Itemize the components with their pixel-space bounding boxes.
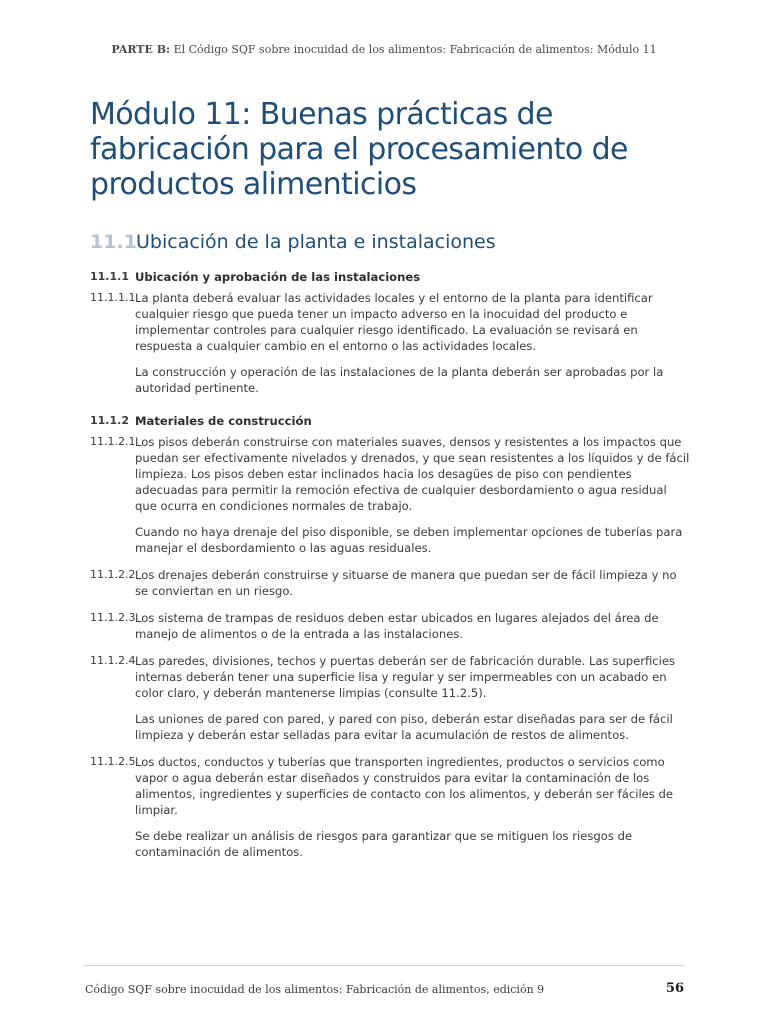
module-title: Módulo 11: Buenas prácticas de fabricación para el procesamiento de productos alimenticios xyxy=(90,97,628,202)
clause-text: Los drenajes deberán construirse y situarse de manera que puedan ser de fácil limpieza y no se conviertan en un riesgo. xyxy=(135,568,677,598)
section-heading xyxy=(90,229,496,255)
document-body xyxy=(90,269,690,860)
part-text: El Código SQF sobre inocuidad de los alimentos: Fabricación de alimentos: Módulo 11 xyxy=(173,43,657,56)
clause-number: 11.1.2.5 xyxy=(90,755,136,768)
subsection-number: 11.1.1 xyxy=(90,270,129,283)
clause xyxy=(90,610,690,642)
subsection-heading xyxy=(90,413,690,429)
page-number: 56 xyxy=(665,981,684,996)
clause-text: Los ductos, conductos y tuberías que transporten ingredientes, productos o servicios como vapor o agua deberán estar diseñados y construidos para evitar la contaminación de los alimentos, ingredientes y superficies de contacto con los alimentos, y deberán ser fáciles de limpiar. xyxy=(135,755,674,817)
clause-text: Los sistema de trampas de residuos deben estar ubicados en lugares alejados del área de manejo de alimentos o de la entrada a las instalaciones. xyxy=(135,611,659,641)
clause xyxy=(90,434,690,514)
clause-number: 11.1.2.1 xyxy=(90,435,136,448)
section-number: 11.1 xyxy=(90,231,137,253)
clause-text: La planta deberá evaluar las actividades locales y el entorno de la planta para identificar cualquier riesgo que pueda tener un impacto adverso en la inocuidad del producto e implementar controles para cualquier riesgo identificado. La evaluación se revisará en respuesta a cualquier cambio en el entorno o las actividades locales. xyxy=(135,291,653,353)
subsection-title: Materiales de construcción xyxy=(135,414,312,428)
section-title: Ubicación de la planta e instalaciones xyxy=(136,231,496,253)
subsection-heading xyxy=(90,269,690,285)
clause-paragraph: Las uniones de pared con pared, y pared con piso, deberán estar diseñadas para ser de fácil limpieza y deberán estar selladas para evitar la acumulación de restos de alimentos. xyxy=(135,712,673,742)
clause-number: 11.1.2.4 xyxy=(90,654,136,667)
clause-paragraph: Cuando no haya drenaje del piso disponible, se deben implementar opciones de tuberías para manejar el desbordamiento o las aguas residuales. xyxy=(135,525,683,555)
clause-text: Las paredes, divisiones, techos y puertas deberán ser de fabricación durable. Las superficies internas deberán tener una superficie lisa y regular y ser impermeables con un acabado en color claro, y deberán mantenerse limpias (consulte 11.2.5). xyxy=(135,654,676,700)
part-label: PARTE B: xyxy=(111,43,171,56)
clause-number: 11.1.2.2 xyxy=(90,568,136,581)
clause xyxy=(90,754,690,818)
clause-paragraph: Se debe realizar un análisis de riesgos para garantizar que se mitiguen los riesgos de contaminación de alimentos. xyxy=(135,829,633,859)
footer-text: Código SQF sobre inocuidad de los alimentos: Fabricación de alimentos, edición 9 xyxy=(85,983,545,996)
clause-text: Los pisos deberán construirse con materiales suaves, densos y resistentes a los impactos que puedan ser efectivamente nivelados y drenados, y que sean resistentes a los líquidos y de fácil limpieza. Los pisos deben estar inclinados hacia los desagües de piso con pendientes adecuadas para permitir la remoción efectiva de cualquier desbordamiento o agua residual que ocurra en condiciones normales de trabajo. xyxy=(135,435,690,513)
running-header xyxy=(0,43,768,56)
clause xyxy=(90,653,690,701)
clause-number: 11.1.2.3 xyxy=(90,611,136,624)
clause xyxy=(90,567,690,599)
clause-number: 11.1.1.1 xyxy=(90,291,136,304)
subsection-title: Ubicación y aprobación de las instalaciones xyxy=(135,270,421,284)
clause-paragraph: La construcción y operación de las instalaciones de la planta deberán ser aprobadas por la autoridad pertinente. xyxy=(135,365,664,395)
subsection-number: 11.1.2 xyxy=(90,414,129,427)
clause xyxy=(90,290,690,354)
footer-divider xyxy=(84,965,684,966)
